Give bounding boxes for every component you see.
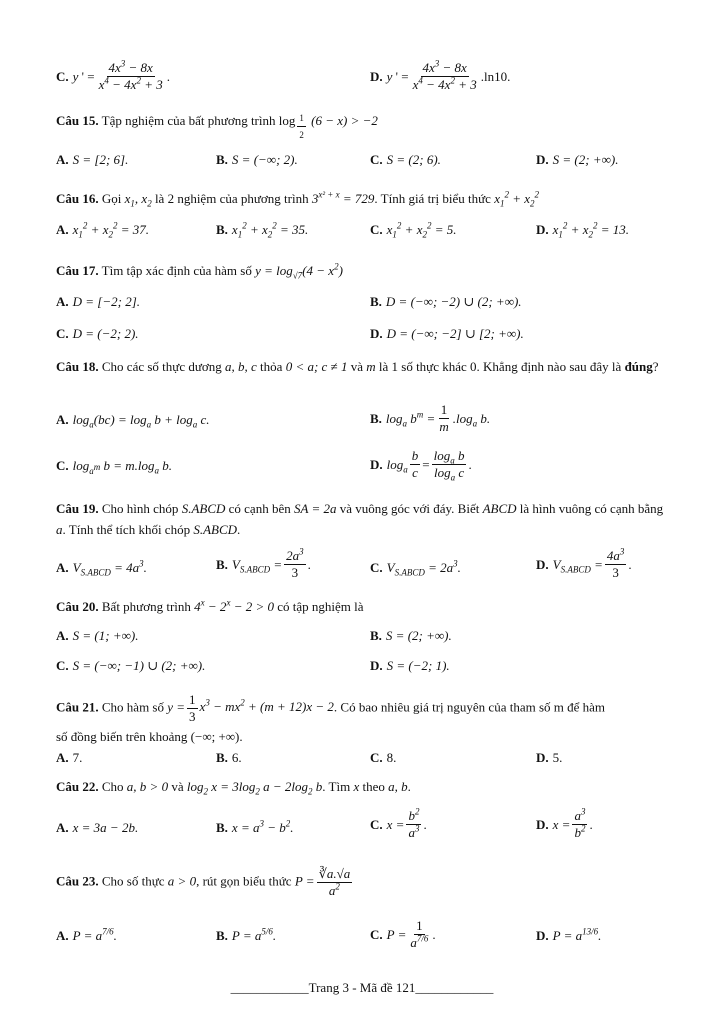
q18-option-d: D. $\log_a$ $\frac{b}{c}$ = $\frac{\log_a b}{\log_a c}$ . [370, 448, 472, 483]
q17-option-b: B. D = (−∞; −2) ∪ (2; +∞). [370, 294, 522, 309]
q22-option-c: C. x = $\frac{b^2}{a^3}$ . [370, 806, 427, 840]
page-footer: ____________Trang 3 - Mã đề 121____________ [230, 980, 494, 995]
q22-option-d: D. x = $\frac{a^3}{b^2}$ . [536, 806, 593, 840]
question-21-line2: số đồng biến trên khoảng (−∞; +∞). [56, 729, 243, 744]
q19-option-c: C. $V_{S.ABCD} = 2a^3$. [370, 558, 461, 578]
q15-option-b: B. S = (−∞; 2). [216, 152, 298, 167]
q21-option-c: C. 8. [370, 750, 397, 765]
q19-option-b: B. $V_{S.ABCD}$ = $\frac{2a^3}{3}$ . [216, 546, 311, 580]
question-20: Câu 20. Bất phương trình $4^x - 2^x - 2 > 0$ có tập nghiệm là [56, 597, 364, 614]
q20-option-b: B. S = (2; +∞). [370, 628, 452, 643]
q22-option-b: B. $x = a^3 - b^2$. [216, 818, 294, 835]
q22-option-a: A. x = 3a − 2b. [56, 820, 139, 835]
q23-option-a: A. $P = a^{7/6}$. [56, 926, 117, 943]
question-15: Câu 15. Tập nghiệm của bất phương trình log $_{\frac{1}{2}}$ (6 − x) > −2 [56, 110, 672, 143]
q17-option-c: C. D = (−2; 2). [56, 326, 139, 341]
q20-option-d: D. S = (−2; 1). [370, 658, 450, 673]
q16-option-c: C. $x_1^2 + x_2^2 = 5$. [370, 220, 457, 240]
q17-option-a: A. D = [−2; 2]. [56, 294, 141, 309]
q23-option-c: C. P = $\frac{1}{a^{7/6}}$ . [370, 918, 436, 950]
question-19: Câu 19. Cho hình chóp S.ABCD có cạnh bên SA = 2a và vuông góc với đáy. Biết ABCD là hình vuông có cạnh bằng a. Tính thể tích khối chóp S.ABCD. [56, 501, 664, 537]
q23-option-d: D. $P = a^{13/6}$. [536, 926, 602, 943]
q19-option-d: D. $V_{S.ABCD}$ = $\frac{4a^3}{3}$ . [536, 546, 632, 580]
q20-option-c: C. S = (−∞; −1) ∪ (2; +∞). [56, 658, 206, 673]
q23-option-b: B. $P = a^{5/6}$. [216, 926, 277, 943]
question-16: Câu 16. Gọi $x_1$, $x_2$ là 2 nghiệm của phương trình $3^{x^2 + x} = 729$. Tính giá trị biểu thức $x_1^2 + x_2^2$ [56, 189, 540, 209]
question-21: Câu 21. Cho hàm số y = $\frac{1}{3}$ $x^3 - mx^2 + (m + 12)x - 2$. Có bao nhiêu giá trị nguyên của tham số m để hàm [56, 692, 606, 724]
q14-option-d: D. y ' = $\frac{4x^3 - 8x}{x^4 - 4x^2 + 3}$ .ln10. [370, 58, 511, 92]
q18-option-a: A. $\log_a(bc) = \log_a b + \log_a c$. [56, 412, 210, 430]
question-22: Câu 22. Cho a, b > 0 và $\log_2 x = 3\log_2$ $a - 2\log_2$ b. Tìm x theo a, b. [56, 779, 411, 797]
q18-option-b: B. $\log_a b^m$ = $\frac{1}{m}$ $.\log_a$ b. [370, 402, 491, 434]
question-23: Câu 23. Cho số thực a > 0, rút gọn biểu thức P = $\frac{∛a.√a}{a^2}$ [56, 866, 351, 898]
q16-option-a: A. $x_1^2 + x_2^2 = 37$. [56, 220, 149, 240]
q17-option-d: D. D = (−∞; −2] ∪ [2; +∞). [370, 326, 524, 341]
q15-option-c: C. S = (2; 6). [370, 152, 441, 167]
q19-option-a: A. $V_{S.ABCD} = 4a^3$. [56, 558, 147, 578]
q20-option-a: A. S = (1; +∞). [56, 628, 139, 643]
q18-option-c: C. $\log_{a^m} b = m.\log_a$ b. [56, 458, 173, 476]
q14-option-c: C. y ' = $\frac{4x^3 - 8x}{x^4 - 4x^2 + 3}$ . [56, 58, 170, 92]
q21-option-b: B. 6. [216, 750, 242, 765]
q16-option-b: B. $x_1^2 + x_2^2 = 35$. [216, 220, 309, 240]
q21-option-a: A. 7. [56, 750, 83, 765]
q15-option-d: D. S = (2; +∞). [536, 152, 619, 167]
q16-option-d: D. $x_1^2 + x_2^2 = 13$. [536, 220, 629, 240]
q15-option-a: A. S = [2; 6]. [56, 152, 129, 167]
q21-option-d: D. 5. [536, 750, 563, 765]
question-18: Câu 18. Cho các số thực dương a, b, c thỏa 0 < a; c ≠ 1 và m là 1 số thực khác 0. Khẳng định nào sau đây là đúng? [56, 359, 659, 374]
question-17: Câu 17. Tìm tập xác định của hàm số $y = \log_{√7}(4 - x^2)$ [56, 261, 343, 281]
